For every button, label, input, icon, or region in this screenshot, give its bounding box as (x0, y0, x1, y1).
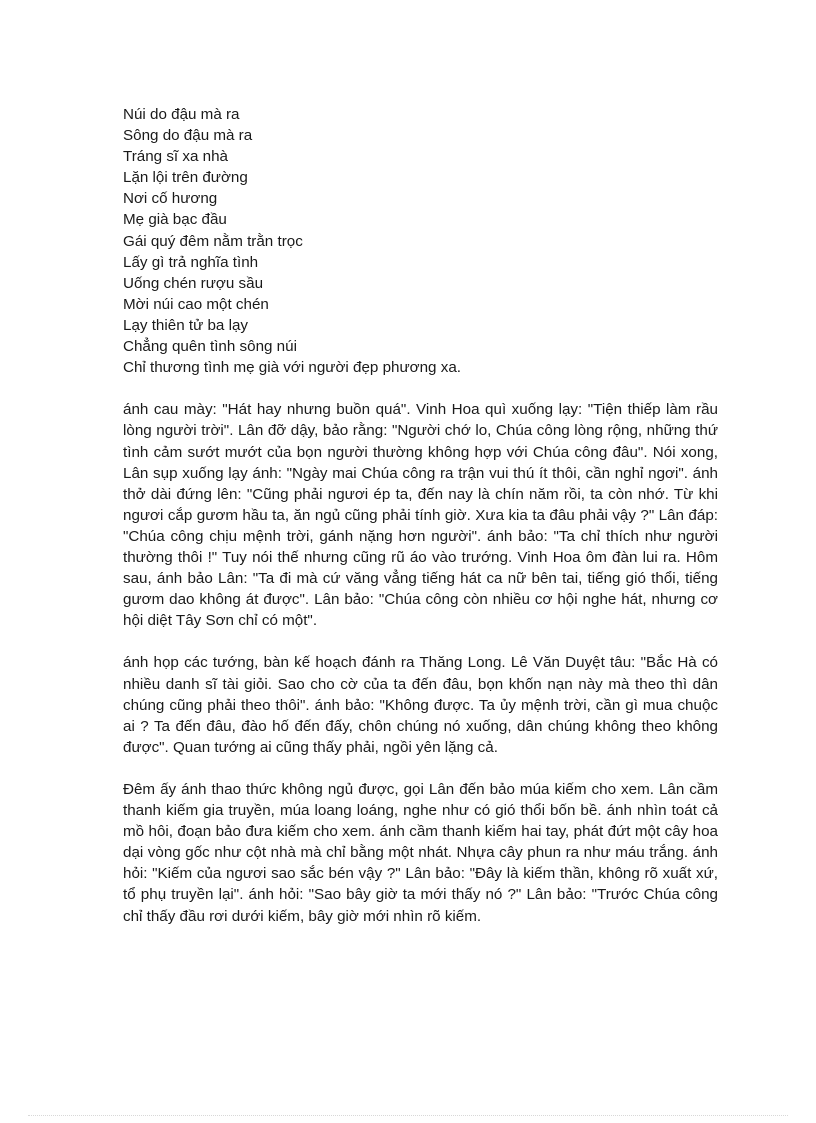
poem-line: Núi do đậu mà ra (123, 106, 240, 123)
poem-line: Gái quý đêm nằm trằn trọc (123, 232, 303, 250)
paragraph-spacer (123, 378, 718, 399)
body-paragraph: Đêm ấy ánh thao thức không ngủ được, gọi Lân đến bảo múa kiếm cho xem. Lân cầm thanh kiếm gia truyền, múa loang loáng, nghe như có gió thổi bốn bề. ánh nhìn toát cả mồ hôi, đoạn bảo đưa kiếm cho xem. ánh cầm thanh kiếm hai tay, phát đứt một cây hoa dại vòng gốc như cột nhà mà chỉ bằng một nhát. Nhựa cây phun ra như máu trắng. ánh hỏi: "Kiếm của ngươi sao sắc bén vậy ?" Lân bảo: "Đây là kiếm thần, không rõ xuất xứ, tổ phụ truyền lại". ánh hỏi: "Sao bây giờ ta mới thấy nó ?" Lân bảo: "Trước Chúa công chỉ thấy đầu rơi dưới kiếm, bây giờ mới nhìn rõ kiếm. (123, 781, 718, 925)
poem-line: Lấy gì trả nghĩa tình (123, 253, 259, 271)
poem-line: Nơi cố hương (123, 190, 218, 208)
poem-line: Lạy thiên tử ba lạy (123, 316, 248, 334)
document-page (123, 104, 718, 927)
poem-line: Uống chén rượu sầu (123, 274, 264, 292)
poem-block (123, 104, 718, 378)
poem-line: Mẹ già bạc đầu (123, 211, 227, 229)
poem-line: Tráng sĩ xa nhà (123, 148, 228, 166)
paragraph-spacer (123, 758, 718, 779)
paragraph-spacer (123, 631, 718, 652)
body-paragraph: ánh cau mày: "Hát hay nhưng buồn quá". Vinh Hoa quì xuống lạy: "Tiện thiếp làm rầu lòng người trời". Lân đỡ dậy, bảo rằng: "Người chớ lo, Chúa công lòng rộng, những thứ tình cảm sướt mướt của bọn người thường không hợp với Chúa công đâu". Nói xong, Lân sụp xuống lạy ánh: "Ngày mai Chúa công ra trận vui thú ít thôi, cần nghỉ ngơi". ánh thở dài đứng lên: "Cũng phải ngươi ép ta, đến nay là chín năm rồi, ta còn nhớ. Từ khi ngươi cắp gươm hầu ta, ăn ngủ cũng phải tính giờ. Xưa kia ta đâu phải vậy ?" Lân đáp: "Chúa công chịu mệnh trời, gánh nặng hơn người". ánh bảo: "Ta chỉ thích như người thường thôi !" Tuy nói thế nhưng cũng rũ áo vào trướng. Vinh Hoa ôm đàn lui ra. Hôm sau, ánh bảo Lân: "Ta đi mà cứ văng vẳng tiếng hát ca nữ bên tai, tiếng gió thổi, tiếng gươm dao không át được". Lân bảo: "Chúa công còn nhiều cơ hội nghe hát, nhưng cơ hội diệt Tây Sơn chỉ có một". (123, 401, 718, 630)
poem-line: Sông do đậu mà ra (123, 127, 253, 145)
page-bottom-divider (28, 1115, 788, 1116)
body-paragraph: ánh họp các tướng, bàn kế hoạch đánh ra Thăng Long. Lê Văn Duyệt tâu: "Bắc Hà có nhiều danh sĩ tài giỏi. Sao cho cờ của ta đến đâu, bọn khốn nạn này mà theo thì dân chúng cũng phải theo thôi". ánh bảo: "Không được. Ta ủy mệnh trời, cần gì mua chuộc ai ? Ta đến đâu, đào hố đến đấy, chôn chúng nó xuống, dân chúng không theo không được". Quan tướng ai cũng thấy phải, ngồi yên lặng cả. (123, 654, 718, 756)
poem-line: Chỉ thương tình mẹ già với người đẹp phương xa. (123, 359, 461, 377)
poem-line: Chẳng quên tình sông núi (123, 338, 297, 356)
poem-line: Lặn lội trên đường (123, 169, 248, 187)
poem-line: Mời núi cao một chén (123, 295, 269, 313)
